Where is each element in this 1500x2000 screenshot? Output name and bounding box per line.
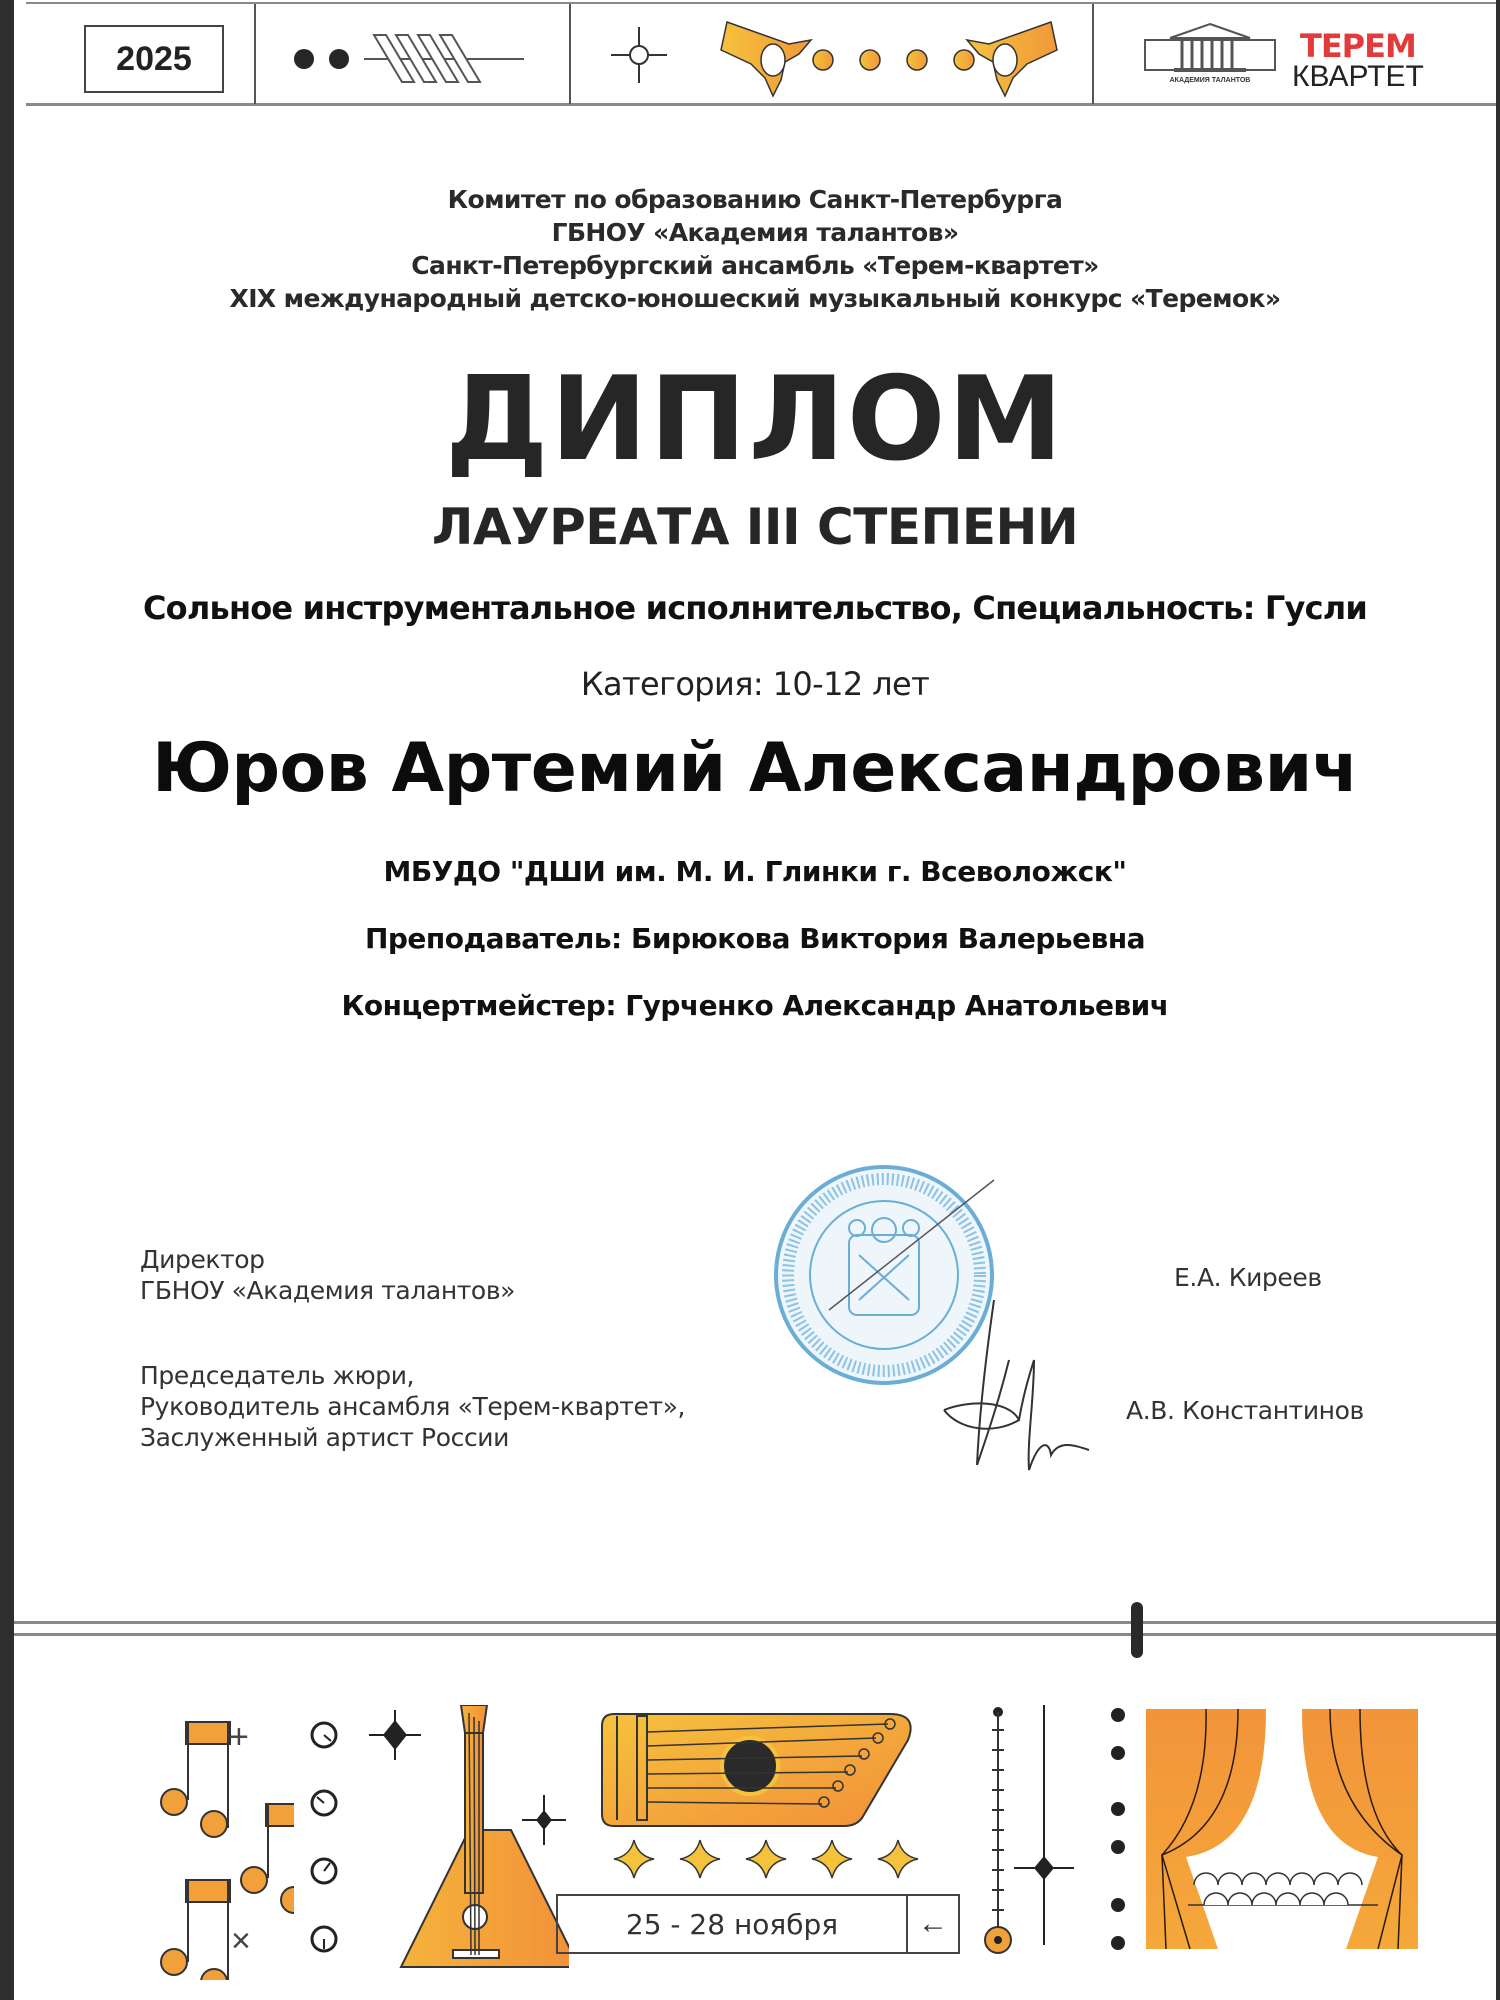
role-line: Руководитель ансамбля «Терем-квартет», <box>140 1392 686 1421</box>
director-name: Е.А. Киреев <box>1174 1263 1322 1292</box>
terem-logo-line2: КВАРТЕТ <box>1292 60 1424 93</box>
terem-quartet-logo <box>1292 27 1424 93</box>
role-line: Председатель жюри, <box>140 1361 415 1390</box>
specialty-line: Сольное инструментальное исполнительство, Специальность: Гусли <box>143 589 1367 627</box>
dots-and-spring-icon <box>284 30 554 90</box>
accompanist-line: Концертмейстер: Гурченко Александр Анатольевич <box>341 989 1169 1022</box>
diploma-title: ДИПЛОМ <box>445 352 1065 487</box>
director-role <box>140 1244 515 1306</box>
plus-symbol: + <box>229 1718 249 1756</box>
organizer-line: ГБНОУ «Академия талантов» <box>551 218 959 247</box>
header-divider <box>1092 4 1094 104</box>
jury-chair-name: А.В. Константинов <box>1126 1396 1364 1425</box>
crosshair-icon <box>609 25 669 85</box>
sparkle-icon <box>522 1795 566 1845</box>
horns-decoration-icon <box>699 12 1079 102</box>
header-top-rule <box>26 2 1496 4</box>
footer-rule <box>14 1621 1496 1624</box>
role-line: Заслуженный артист России <box>140 1423 510 1452</box>
diploma-subtitle: ЛАУРЕАТА III СТЕПЕНИ <box>431 498 1079 556</box>
recipient-name: Юров Артемий Александрович <box>152 729 1358 808</box>
dials-icon <box>304 1715 344 1965</box>
header-divider <box>254 4 256 104</box>
jury-chair-role <box>140 1360 685 1453</box>
event-dates-box <box>556 1894 960 1954</box>
arrow-left-icon: ← <box>918 1907 948 1940</box>
category-line: Категория: 10-12 лет <box>580 665 930 703</box>
role-line: ГБНОУ «Академия талантов» <box>140 1276 516 1305</box>
academy-caption: АКАДЕМИЯ ТАЛАНТОВ <box>1169 77 1251 84</box>
school-line: МБУДО "ДШИ им. М. И. Глинки г. Всеволожск" <box>383 855 1127 888</box>
footer-rule <box>14 1633 1496 1636</box>
teacher-line: Преподаватель: Бирюкова Виктория Валерьевна <box>364 922 1146 955</box>
year-badge: 2025 <box>84 25 224 93</box>
academy-talents-logo <box>1140 22 1280 78</box>
organizer-line: Санкт-Петербургский ансамбль «Терем-квартет» <box>411 251 1099 280</box>
signature-icon <box>939 1290 1109 1480</box>
gusli-icon <box>600 1710 930 1830</box>
times-symbol: × <box>231 1922 251 1960</box>
header-bottom-rule <box>26 103 1496 106</box>
organizers-block <box>14 183 1496 315</box>
organizer-line: Комитет по образованию Санкт-Петербурга <box>447 185 1063 214</box>
terem-logo-line1: ТЕРЕМ <box>1299 27 1416 65</box>
role-line: Директор <box>140 1245 265 1274</box>
tuning-slider-icon <box>978 1700 1018 1970</box>
rule-marker <box>1131 1602 1143 1658</box>
yellow-stars-icon <box>604 1838 924 1880</box>
organizer-line: XIX международный детско-юношеский музыкальный конкурс «Теремок» <box>229 284 1281 313</box>
event-dates: 25 - 28 ноября <box>558 1896 908 1952</box>
header-divider <box>569 4 571 104</box>
dotted-line-icon <box>1108 1705 1128 1955</box>
sparkle-line-icon <box>1014 1705 1074 1950</box>
music-notes-icon <box>94 1700 294 1980</box>
stage-curtains-icon <box>1142 1705 1422 1950</box>
diploma-page <box>14 0 1496 2000</box>
